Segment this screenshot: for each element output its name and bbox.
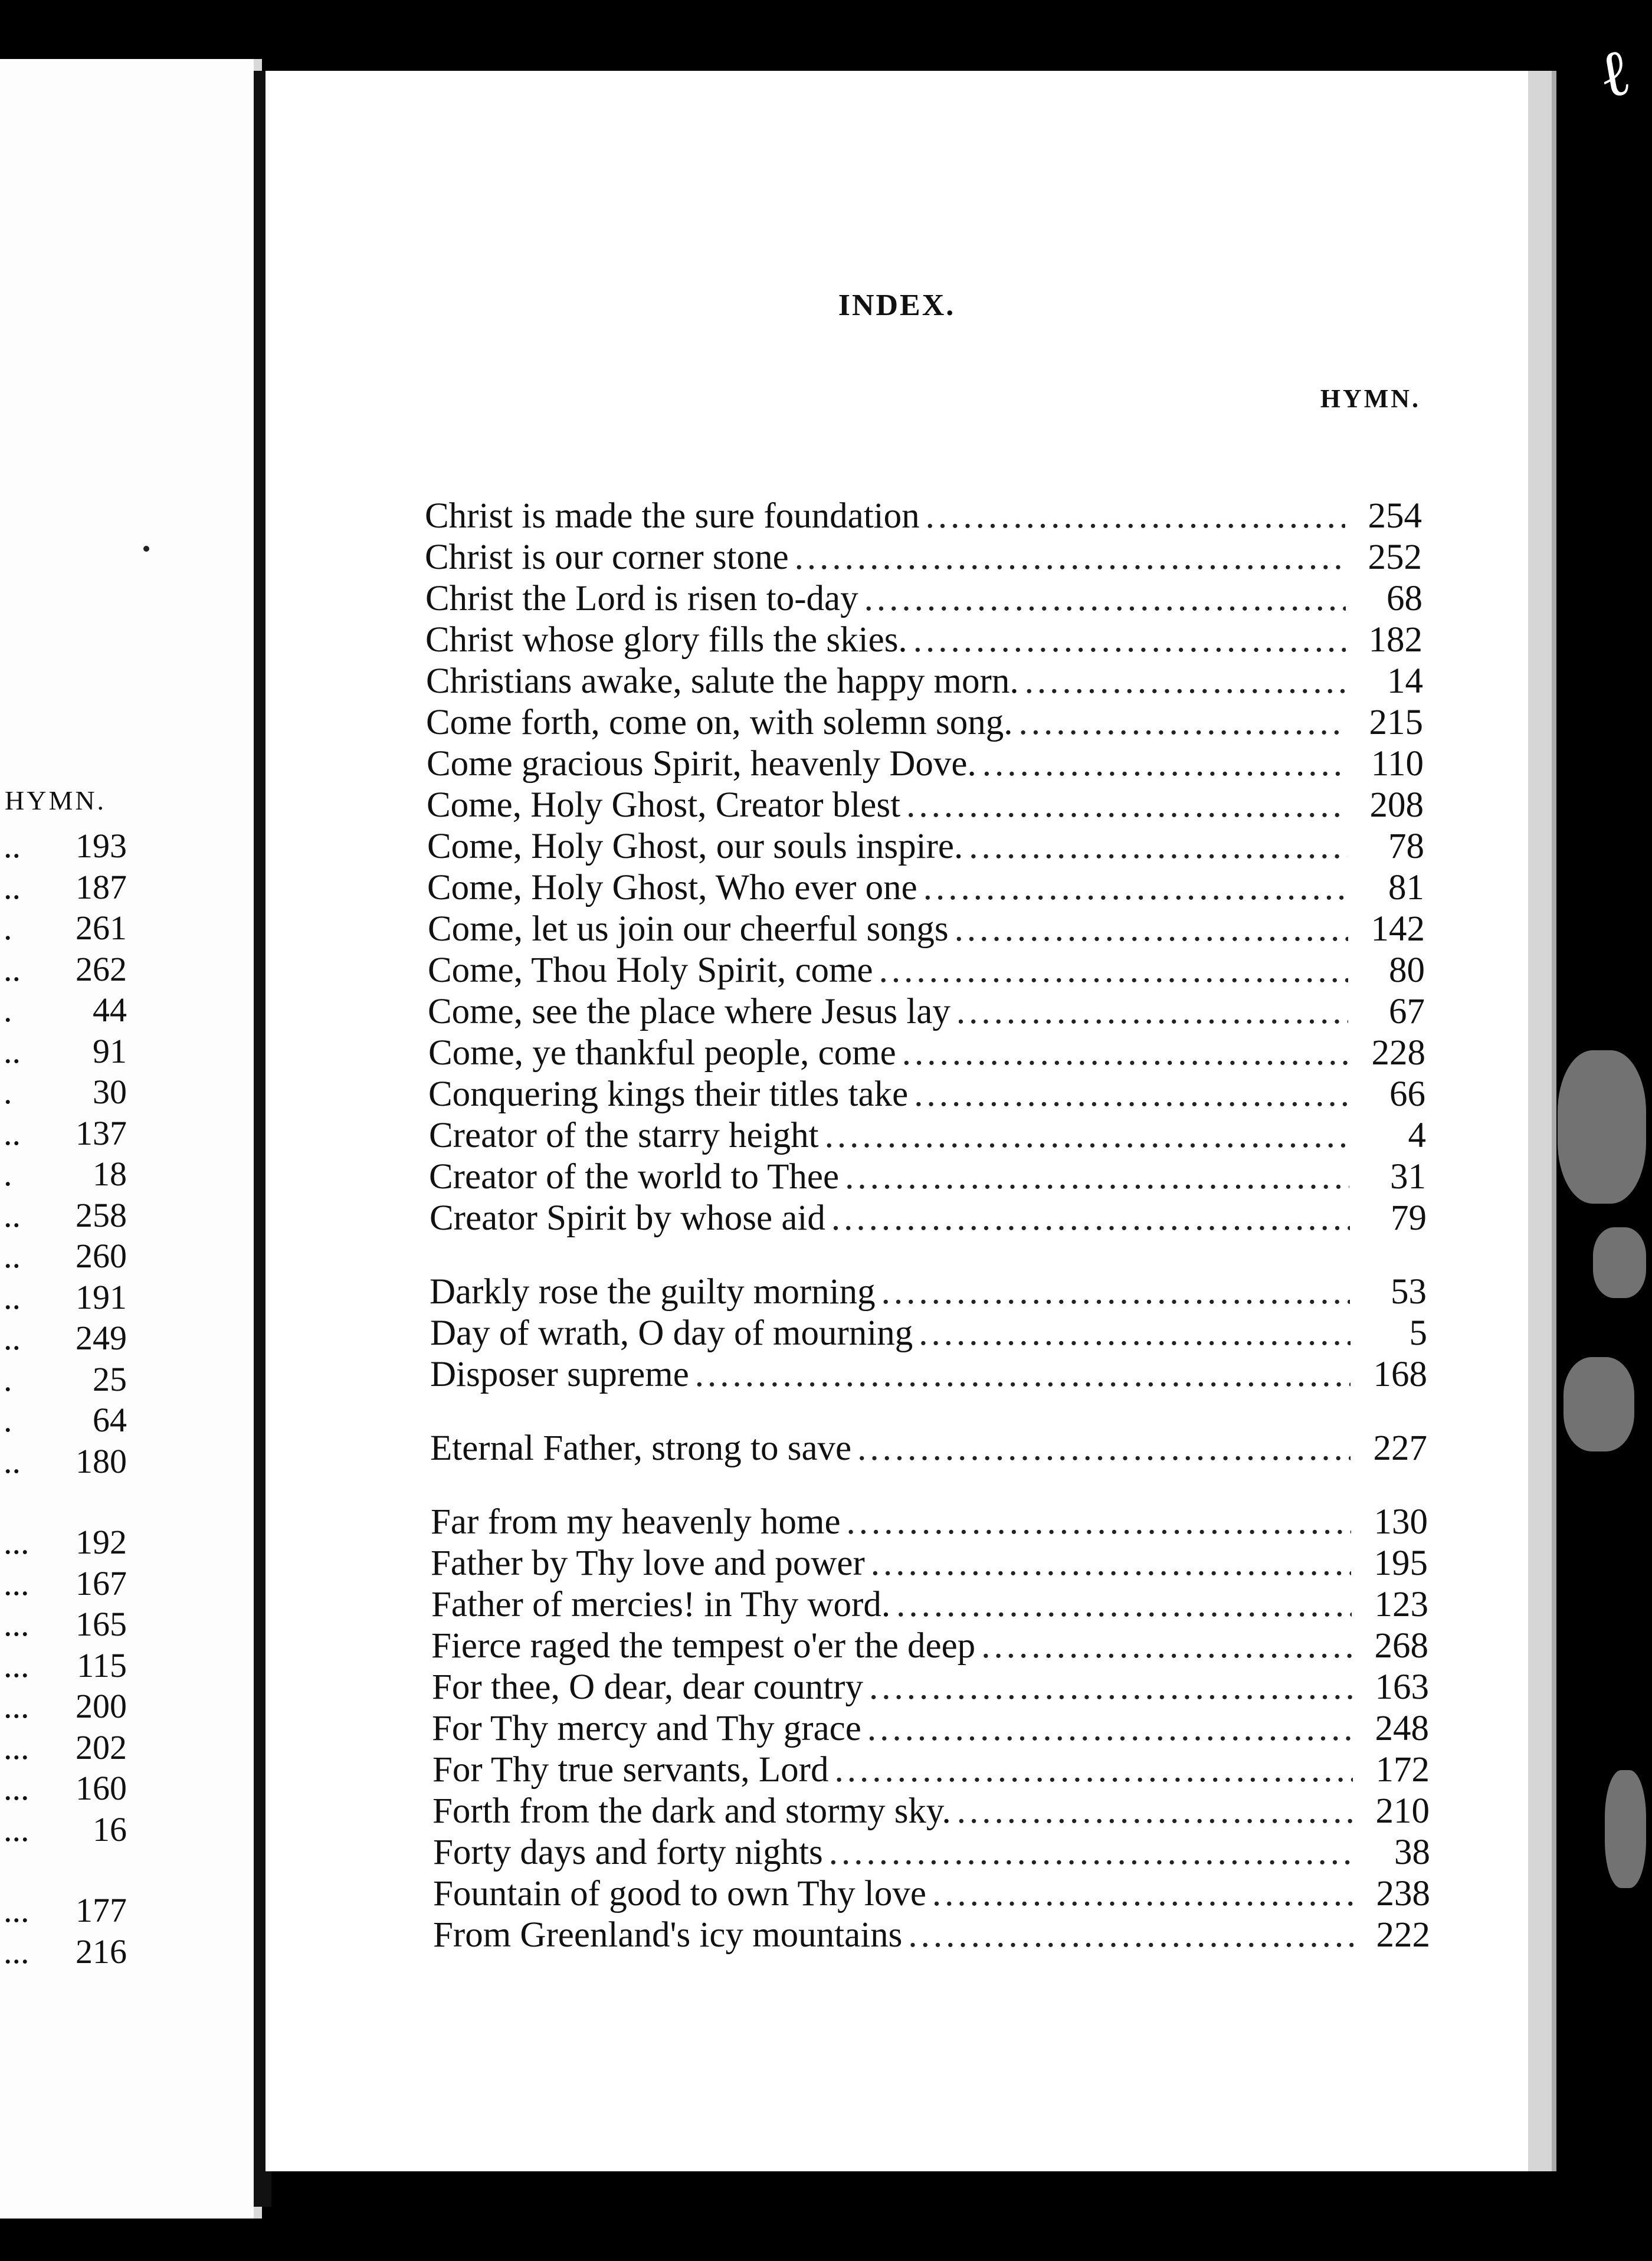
column-header: HYMN. bbox=[1320, 384, 1421, 413]
dot-leader: .. bbox=[4, 1319, 21, 1357]
dot-leader bbox=[950, 991, 1348, 1033]
index-entry bbox=[425, 620, 1422, 661]
hymn-number: 187 bbox=[76, 868, 127, 906]
index-entry bbox=[425, 578, 1422, 620]
dot-leader: ... bbox=[4, 1728, 30, 1767]
index-entry bbox=[428, 1074, 1425, 1115]
index-entry bbox=[431, 1584, 1428, 1626]
hymn-first-line: For Thy mercy and Thy grace bbox=[432, 1709, 861, 1748]
dot-leader: .. bbox=[4, 868, 21, 906]
left-hymn-row bbox=[0, 990, 127, 1030]
dot-leader bbox=[900, 785, 1347, 826]
dot-leader: ... bbox=[4, 1932, 30, 1971]
hymn-first-line: Creator Spirit by whose aid bbox=[430, 1198, 825, 1238]
index-page bbox=[266, 71, 1552, 2171]
left-hymn-row bbox=[0, 949, 127, 989]
hymn-number: 167 bbox=[76, 1564, 127, 1603]
left-hymn-row bbox=[0, 1195, 127, 1235]
index-entry bbox=[427, 826, 1424, 867]
ink-spot bbox=[143, 546, 149, 552]
dot-leader: . bbox=[4, 1073, 12, 1111]
index-entry bbox=[430, 1313, 1427, 1354]
index-entry bbox=[428, 1033, 1425, 1074]
dot-leader bbox=[873, 950, 1348, 991]
hymn-number: 160 bbox=[76, 1769, 127, 1807]
hymn-number: 137 bbox=[76, 1114, 127, 1152]
dot-leader: ... bbox=[4, 1564, 30, 1603]
hymn-first-line: Disposer supreme bbox=[430, 1355, 689, 1394]
hymn-number: 31 bbox=[1390, 1157, 1426, 1197]
hymn-number: 123 bbox=[1374, 1585, 1428, 1624]
hymn-number: 64 bbox=[93, 1401, 127, 1439]
hymn-number: 227 bbox=[1373, 1428, 1427, 1468]
dot-leader: ... bbox=[4, 1687, 30, 1725]
dot-leader bbox=[926, 1873, 1353, 1915]
dot-leader bbox=[819, 1115, 1349, 1156]
dot-leader: ... bbox=[4, 1891, 30, 1929]
hymn-number: 110 bbox=[1371, 744, 1424, 784]
left-hymn-row bbox=[0, 867, 127, 907]
left-hymn-row bbox=[0, 908, 127, 948]
dot-leader: .. bbox=[4, 1442, 21, 1480]
dot-leader bbox=[963, 826, 1348, 867]
hymn-first-line: Christ whose glory fills the skies. bbox=[425, 620, 907, 660]
hymn-number: 67 bbox=[1389, 992, 1425, 1031]
hymn-number: 195 bbox=[1374, 1544, 1428, 1583]
index-entry bbox=[425, 537, 1422, 578]
dot-leader: . bbox=[4, 991, 12, 1029]
hymn-first-line: Christ the Lord is risen to-day bbox=[425, 579, 858, 618]
hymn-first-line: From Greenland's icy mountains bbox=[433, 1915, 903, 1955]
dot-leader bbox=[789, 537, 1345, 578]
dot-leader bbox=[858, 578, 1346, 620]
hymn-first-line: Father of mercies! in Thy word. bbox=[431, 1585, 891, 1624]
hymn-number: 44 bbox=[93, 991, 127, 1029]
index-entry bbox=[429, 1115, 1426, 1156]
index-entry bbox=[430, 1272, 1427, 1313]
dot-leader bbox=[902, 1915, 1353, 1956]
dot-leader bbox=[825, 1198, 1350, 1239]
left-hymn-row bbox=[0, 1400, 127, 1440]
hymn-number: 30 bbox=[93, 1073, 127, 1111]
dot-leader: . bbox=[4, 909, 12, 947]
left-hymn-row bbox=[0, 1564, 127, 1603]
dot-leader bbox=[839, 1156, 1349, 1198]
left-hymn-row bbox=[0, 1113, 127, 1153]
hymn-first-line: Christ is our corner stone bbox=[425, 538, 789, 577]
hymn-number: 192 bbox=[76, 1523, 127, 1561]
index-entry bbox=[426, 702, 1423, 743]
hymn-first-line: Come, Holy Ghost, our souls inspire. bbox=[427, 827, 963, 866]
index-entry bbox=[432, 1708, 1429, 1749]
hymn-number: 202 bbox=[76, 1728, 127, 1767]
index-entry bbox=[431, 1626, 1428, 1667]
hymn-number: 142 bbox=[1371, 909, 1425, 949]
dot-leader bbox=[949, 909, 1348, 950]
dot-leader bbox=[876, 1272, 1350, 1313]
hymn-first-line: For Thy true servants, Lord bbox=[432, 1750, 829, 1790]
left-hymn-row bbox=[0, 1890, 127, 1930]
hymn-number: 80 bbox=[1389, 951, 1425, 990]
dot-leader: ... bbox=[4, 1605, 30, 1643]
dot-leader bbox=[913, 1313, 1351, 1354]
index-entry bbox=[426, 661, 1423, 702]
left-hymn-row bbox=[0, 1441, 127, 1481]
left-hymn-row bbox=[0, 1522, 127, 1562]
hymn-first-line: Christ is made the sure foundation bbox=[425, 496, 920, 536]
hymn-first-line: Come, ye thankful people, come bbox=[428, 1033, 896, 1073]
hymn-first-line: Day of wrath, O day of mourning bbox=[430, 1313, 913, 1353]
dot-leader: .. bbox=[4, 1278, 21, 1316]
hymn-number: 254 bbox=[1368, 496, 1422, 536]
dot-leader: . bbox=[4, 1155, 12, 1193]
dot-leader: ... bbox=[4, 1810, 30, 1849]
hymn-number: 91 bbox=[93, 1032, 127, 1070]
hymn-number: 18 bbox=[93, 1155, 127, 1193]
index-entry bbox=[432, 1667, 1429, 1708]
scan-noise bbox=[1558, 1050, 1646, 1204]
dot-leader: .. bbox=[4, 1032, 21, 1070]
index-entry bbox=[427, 743, 1424, 785]
hymn-number: 5 bbox=[1409, 1313, 1427, 1353]
hymn-number: 200 bbox=[76, 1687, 127, 1725]
hymn-number: 228 bbox=[1371, 1033, 1425, 1073]
left-hymn-row bbox=[0, 1236, 127, 1276]
hymn-first-line: Father by Thy love and power bbox=[431, 1544, 865, 1583]
dot-leader: . bbox=[4, 1360, 12, 1398]
index-entry bbox=[431, 1543, 1428, 1584]
index-entry bbox=[432, 1791, 1430, 1832]
hymn-first-line: Conquering kings their titles take bbox=[428, 1074, 909, 1114]
hymn-number: 260 bbox=[76, 1237, 127, 1275]
hymn-number: 68 bbox=[1386, 579, 1422, 618]
index-entry bbox=[433, 1873, 1430, 1915]
hymn-number: 81 bbox=[1388, 868, 1424, 907]
hymn-first-line: Come, let us join our cheerful songs bbox=[428, 909, 949, 949]
left-hymn-row bbox=[0, 1810, 127, 1849]
index-entry bbox=[433, 1832, 1430, 1873]
left-hymn-row bbox=[0, 1604, 127, 1644]
dot-leader bbox=[828, 1749, 1353, 1791]
hymn-first-line: Creator of the world to Thee bbox=[429, 1157, 840, 1197]
hymn-number: 66 bbox=[1389, 1074, 1425, 1114]
hymn-number: 261 bbox=[76, 909, 127, 947]
index-entry bbox=[432, 1749, 1430, 1791]
dot-leader bbox=[1013, 702, 1346, 743]
hymn-first-line: Come, Holy Ghost, Creator blest bbox=[427, 785, 901, 825]
hymn-number: 165 bbox=[76, 1605, 127, 1643]
hymn-number: 208 bbox=[1369, 785, 1424, 825]
hymn-number: 210 bbox=[1375, 1791, 1430, 1831]
left-hymn-row bbox=[0, 1768, 127, 1808]
dot-leader bbox=[976, 743, 1347, 785]
dot-leader bbox=[890, 1584, 1352, 1626]
dot-leader bbox=[917, 867, 1348, 909]
hymn-number: 258 bbox=[76, 1196, 127, 1234]
hymn-first-line: Forty days and forty nights bbox=[433, 1833, 823, 1872]
page-title: INDEX. bbox=[838, 289, 956, 322]
hymn-number: 14 bbox=[1387, 661, 1423, 701]
index-entry bbox=[425, 496, 1422, 537]
hymn-first-line: Fountain of good to own Thy love bbox=[433, 1874, 926, 1913]
hymn-first-line: Come, see the place where Jesus lay bbox=[428, 992, 950, 1031]
index-entry bbox=[429, 1156, 1426, 1198]
hymn-number: 130 bbox=[1374, 1502, 1428, 1542]
hymn-number: 238 bbox=[1376, 1874, 1430, 1913]
index-entry bbox=[428, 950, 1425, 991]
scan-noise bbox=[1593, 1227, 1646, 1298]
dot-leader bbox=[1019, 661, 1346, 702]
index-entry bbox=[433, 1915, 1430, 1956]
hymn-number: 222 bbox=[1376, 1915, 1430, 1955]
index-entry bbox=[430, 1354, 1427, 1395]
left-hymn-row bbox=[0, 1154, 127, 1194]
hymn-first-line: Come forth, come on, with solemn song. bbox=[426, 703, 1013, 742]
hymn-number: 191 bbox=[76, 1278, 127, 1316]
hymn-number: 252 bbox=[1368, 538, 1422, 577]
dot-leader bbox=[861, 1708, 1352, 1749]
hymn-number: 177 bbox=[76, 1891, 127, 1929]
index-entry bbox=[427, 867, 1424, 909]
dot-leader bbox=[689, 1354, 1351, 1395]
left-hymn-row bbox=[0, 1686, 127, 1726]
index-entry bbox=[428, 991, 1425, 1033]
dot-leader: .. bbox=[4, 1237, 21, 1275]
dot-leader: ... bbox=[4, 1523, 30, 1561]
dot-leader: ... bbox=[4, 1769, 30, 1807]
hymn-number: 180 bbox=[76, 1442, 127, 1480]
left-hymn-row bbox=[0, 1277, 127, 1317]
dot-leader: ... bbox=[4, 1646, 30, 1685]
dot-leader bbox=[823, 1832, 1353, 1873]
hymn-number: 262 bbox=[76, 950, 127, 988]
hymn-number: 4 bbox=[1408, 1116, 1426, 1155]
hymn-first-line: For thee, O dear, dear country bbox=[432, 1667, 863, 1707]
hymn-first-line: Christians awake, salute the happy morn. bbox=[426, 661, 1019, 701]
hymn-number: 216 bbox=[76, 1932, 127, 1971]
hymn-first-line: Far from my heavenly home bbox=[431, 1502, 841, 1542]
dot-leader bbox=[863, 1667, 1352, 1708]
hymn-number: 53 bbox=[1391, 1272, 1427, 1312]
hymn-number: 115 bbox=[77, 1646, 127, 1685]
dot-leader bbox=[908, 1074, 1349, 1115]
left-hymn-row bbox=[0, 1932, 127, 1971]
hymn-number: 193 bbox=[76, 827, 127, 865]
hymn-first-line: Creator of the starry height bbox=[429, 1116, 819, 1155]
hymn-number: 215 bbox=[1369, 703, 1423, 742]
left-hymn-row bbox=[0, 826, 127, 866]
hymn-number: 78 bbox=[1388, 827, 1424, 866]
left-hymn-row bbox=[0, 1728, 127, 1767]
dot-leader bbox=[865, 1543, 1351, 1584]
dot-leader: .. bbox=[4, 1196, 21, 1234]
hymn-first-line: Come gracious Spirit, heavenly Dove. bbox=[427, 744, 976, 784]
left-hymn-row bbox=[0, 1646, 127, 1685]
hymn-first-line: Come, Holy Ghost, Who ever one bbox=[427, 868, 917, 907]
left-hymn-row bbox=[0, 1359, 127, 1399]
hymn-number: 268 bbox=[1374, 1626, 1428, 1666]
dot-leader: . bbox=[4, 1401, 12, 1439]
dot-leader: .. bbox=[4, 827, 21, 865]
index-entry bbox=[430, 1198, 1427, 1239]
dot-leader: .. bbox=[4, 1114, 21, 1152]
dot-leader bbox=[907, 620, 1346, 661]
hymn-first-line: Come, Thou Holy Spirit, come bbox=[428, 951, 873, 990]
dot-leader bbox=[975, 1626, 1352, 1667]
index-entry bbox=[427, 785, 1424, 826]
hymn-number: 182 bbox=[1368, 620, 1422, 660]
hymn-number: 16 bbox=[93, 1810, 127, 1849]
hymn-first-line: Fierce raged the tempest o'er the deep bbox=[431, 1626, 976, 1666]
hymn-number: 163 bbox=[1375, 1667, 1429, 1707]
scan-noise bbox=[1564, 1357, 1634, 1451]
index-entry bbox=[430, 1428, 1427, 1469]
hymn-number: 168 bbox=[1373, 1355, 1427, 1394]
left-hymn-row bbox=[0, 1072, 127, 1112]
dot-leader bbox=[951, 1791, 1353, 1832]
dot-leader bbox=[851, 1428, 1351, 1469]
left-hymn-row bbox=[0, 1318, 127, 1358]
index-entry bbox=[428, 909, 1425, 950]
hymn-number: 25 bbox=[93, 1360, 127, 1398]
dot-leader bbox=[841, 1502, 1351, 1543]
dot-leader bbox=[920, 496, 1345, 537]
pencil-mark: ℓ bbox=[1592, 33, 1637, 113]
hymn-number: 249 bbox=[76, 1319, 127, 1357]
index-entry bbox=[431, 1502, 1428, 1543]
dot-leader: .. bbox=[4, 950, 21, 988]
dot-leader bbox=[896, 1033, 1349, 1074]
left-column-header: HYMN. bbox=[5, 785, 107, 815]
scan-noise bbox=[1605, 1770, 1646, 1888]
left-page bbox=[0, 59, 262, 2219]
left-hymn-row bbox=[0, 1031, 127, 1071]
hymn-first-line: Darkly rose the guilty morning bbox=[430, 1272, 876, 1312]
hymn-number: 38 bbox=[1394, 1833, 1430, 1872]
hymn-number: 172 bbox=[1375, 1750, 1430, 1790]
hymn-first-line: Eternal Father, strong to save bbox=[430, 1428, 852, 1468]
hymn-number: 248 bbox=[1375, 1709, 1429, 1748]
hymn-number: 79 bbox=[1391, 1198, 1427, 1238]
hymn-first-line: Forth from the dark and stormy sky. bbox=[432, 1791, 951, 1831]
